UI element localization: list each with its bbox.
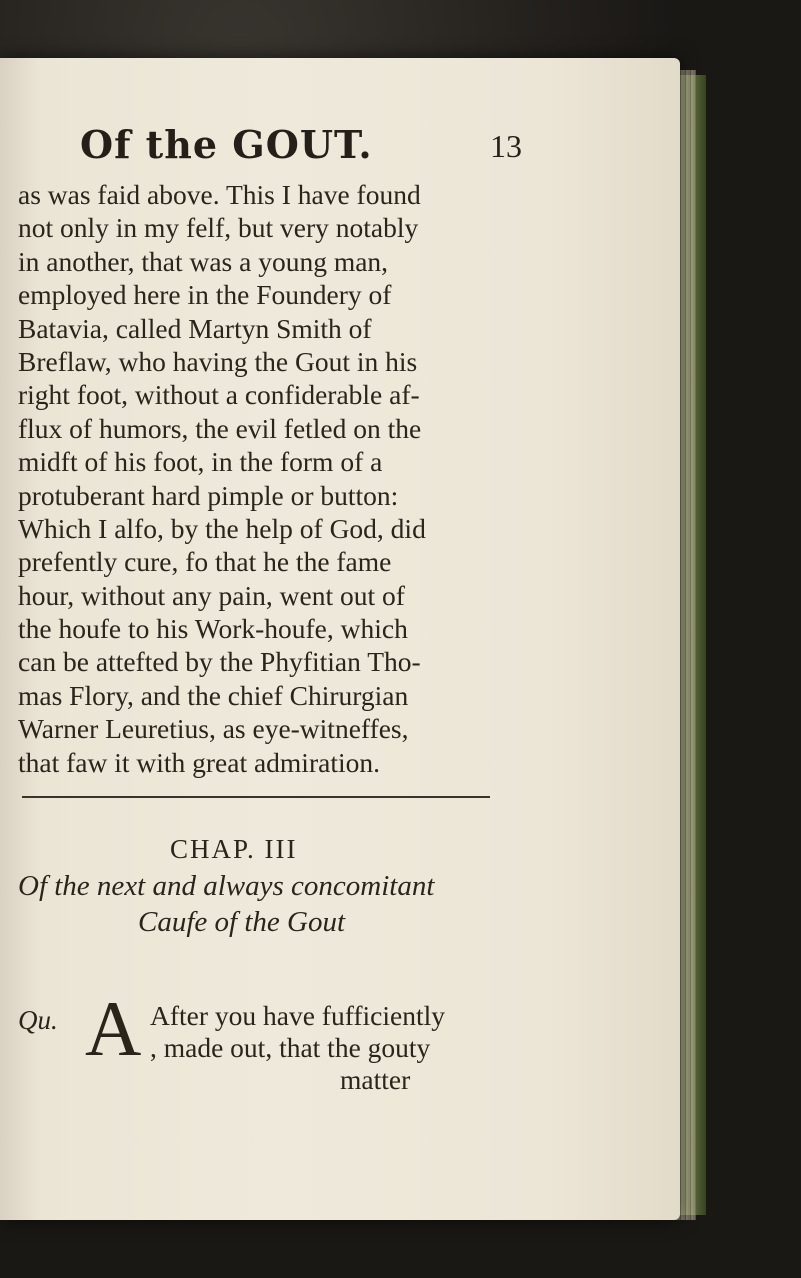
body-line: Warner Leuretius, as eye-witneffes, [18,713,409,745]
chapter-subtitle-line-1: Of the next and always concomitant [18,870,435,902]
body-line: right foot, without a confiderable af- [18,379,420,411]
question-line-3: matter [340,1064,411,1095]
body-line: in another, that was a young man, [18,245,389,277]
question-line-1: After you have fufficiently [150,1000,446,1031]
section-rule [22,796,490,798]
running-head [80,122,680,172]
body-line: Which I alfo, by the help of God, did [18,512,426,544]
drop-cap: A [85,985,142,1072]
body-text [18,178,668,779]
body-line: employed here in the Foundery of [18,279,392,311]
question-line-2: , made out, that the gouty [150,1032,431,1063]
body-line: as was faid above. This I have found [18,179,421,210]
body-line: hour, without any pain, went out of [18,579,405,611]
body-line: protuberant hard pimple or button: [18,479,399,511]
body-line: prefently cure, fo that he the fame [18,546,392,578]
running-title: Of the GOUT. [80,122,373,167]
body-line: the houfe to his Work-houfe, which [18,613,408,645]
question-text [150,1000,650,1096]
body-line: that faw it with great admiration. [18,746,380,778]
body-line: midft of his foot, in the form of a [18,446,383,478]
page-number: 13 [490,128,522,164]
body-line: flux of humors, the evil fetled on the [18,412,422,444]
question-label: Qu. [18,1005,58,1035]
body-line: Breflaw, who having the Gout in his [18,345,418,377]
body-line: mas Flory, and the chief Chirurgian [18,679,409,711]
chapter-subtitle [18,868,658,940]
chapter-subtitle-line-2: Caufe of the Gout [138,906,346,938]
chapter-heading: CHAP. III [170,834,298,864]
body-line: can be attefted by the Phyfitian Tho- [18,646,421,678]
body-line: Batavia, called Martyn Smith of [18,312,372,344]
body-line: not only in my felf, but very notably [18,212,419,244]
